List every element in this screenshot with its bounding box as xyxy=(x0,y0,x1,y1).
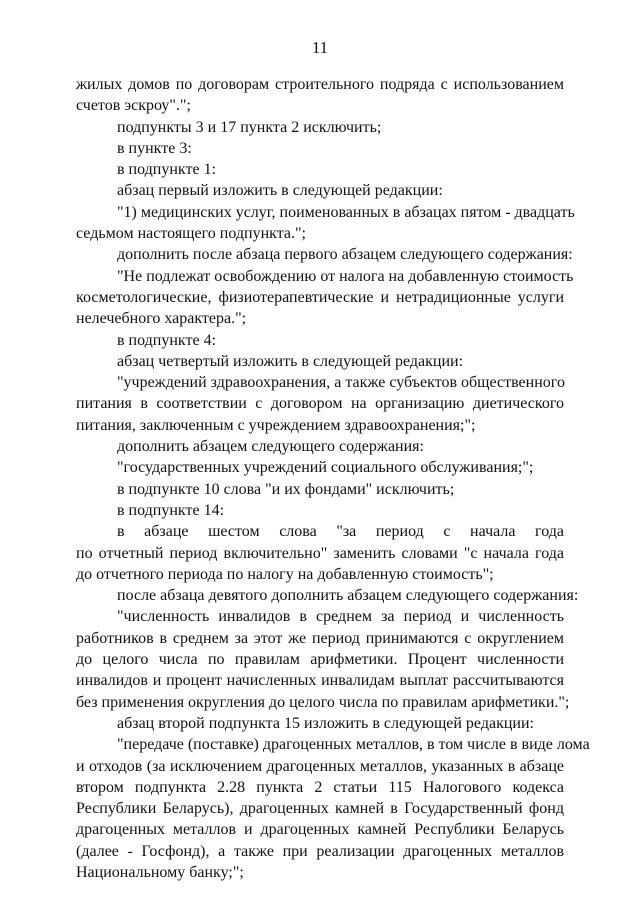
text-line: Национальному банку;"; xyxy=(76,863,244,881)
text-line: питания в соответствии с договором на организацию диетического xyxy=(76,395,564,413)
text-line: драгоценных металлов и драгоценных камней Республики Беларусь xyxy=(76,821,564,839)
text-line: "1) медицинских услуг, поименованных в абзацах пятом - двадцать xyxy=(117,203,575,221)
text-line: в подпункте 14: xyxy=(117,501,225,519)
text-line: после абзаца девятого дополнить абзацем следующего содержания: xyxy=(117,587,579,605)
text-line: жилых домов по договорам строительного подряда с использованием xyxy=(76,76,564,93)
text-line: и отходов (за исключением драгоценных металлов, указанных в абзаце xyxy=(76,757,564,775)
text-line: Республики Беларусь), драгоценных камней в Государственный фонд xyxy=(76,800,564,818)
text-line: втором подпункта 2.28 пункта 2 статьи 115 Налогового кодекса xyxy=(76,778,564,796)
text-line: подпункты 3 и 17 пункта 2 исключить; xyxy=(117,118,382,136)
text-line: в подпункте 1: xyxy=(117,161,217,179)
text-line: в абзаце шестом слова "за период с начала года xyxy=(117,523,564,541)
text-line: инвалидов и процент начисленных инвалидам выплат рассчитываются xyxy=(76,672,564,690)
text-line: абзац четвертый изложить в следующей редакции: xyxy=(117,352,464,370)
text-line: (далее - Госфонд), а также при реализации драгоценных металлов xyxy=(76,842,564,860)
text-line: абзац первый изложить в следующей редакции: xyxy=(117,182,443,200)
text-line: дополнить абзацем следующего содержания: xyxy=(117,438,424,456)
text-line: работников в среднем за этот же период принимаются с округлением xyxy=(76,629,564,647)
text-line: в подпункте 4: xyxy=(117,331,217,349)
document-body xyxy=(76,74,590,883)
text-line: абзац второй подпункта 15 изложить в следующей редакции: xyxy=(117,714,534,732)
text-line: дополнить после абзаца первого абзацем следующего содержания: xyxy=(117,246,573,264)
text-line: "Не подлежат освобождению от налога на добавленную стоимость xyxy=(117,267,574,285)
text-line: питания, заключенным с учреждением здравоохранения;"; xyxy=(76,416,476,434)
text-line: "учреждений здравоохранения, а также субъектов общественного xyxy=(117,374,565,392)
page-number: 11 xyxy=(311,38,329,57)
text-line: в пункте 3: xyxy=(117,139,192,157)
text-line: без применения округления до целого числа по правилам арифметики."; xyxy=(76,693,570,711)
text-line: в подпункте 10 слова "и их фондами" исключить; xyxy=(117,480,455,498)
text-line: счетов эскроу"."; xyxy=(76,97,191,115)
text-line: "численность инвалидов в среднем за период и численность xyxy=(117,608,564,626)
text-line: до отчетного периода по налогу на добавленную стоимость"; xyxy=(76,565,494,583)
text-line: до целого числа по правилам арифметики. Процент численности xyxy=(76,651,564,669)
text-line: по отчетный период включительно" заменить словами "с начала года xyxy=(76,544,564,562)
text-line: "государственных учреждений социального обслуживания;"; xyxy=(117,459,534,477)
text-line: нелечебного характера."; xyxy=(76,310,247,328)
text-line: "передаче (поставке) драгоценных металлов, в том числе в виде лома xyxy=(117,736,590,754)
text-line: седьмом настоящего подпункта."; xyxy=(76,225,306,243)
text-line: косметологические, физиотерапевтические и нетрадиционные услуги xyxy=(76,288,564,306)
